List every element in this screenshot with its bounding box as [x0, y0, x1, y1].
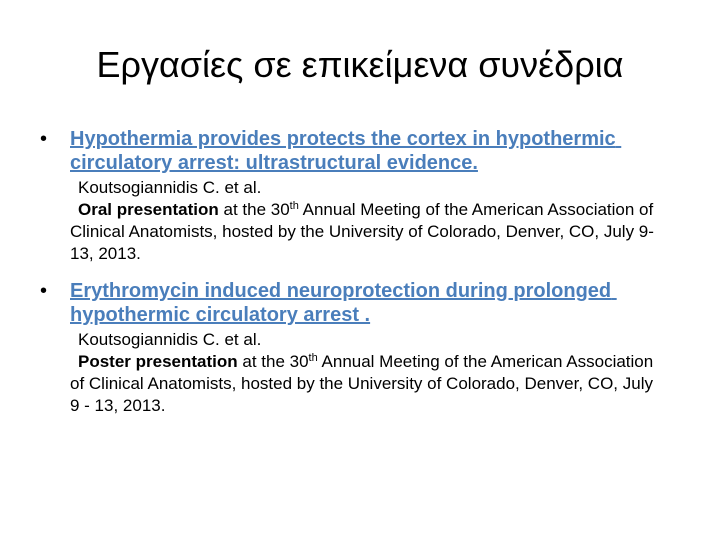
bullet-icon: •	[40, 280, 48, 302]
bullet-icon: •	[40, 128, 48, 150]
meeting-prefix: at the 30	[218, 200, 290, 219]
publication-citation	[0, 351, 660, 417]
publication-title-link[interactable]: Erythromycin induced neuroprotection during prolonged hypothermic circulatory arrest .	[70, 280, 617, 326]
ordinal-suffix: th	[308, 352, 318, 364]
publication-entry	[0, 279, 720, 417]
publication-citation	[0, 199, 660, 265]
publication-list	[0, 127, 720, 431]
publication-entry	[0, 127, 720, 265]
slide-title: Εργασίες σε επικείμενα συνέδρια	[96, 44, 624, 85]
presentation-type: Poster presentation	[78, 352, 238, 371]
publication-authors: Koutsogiannidis C. et al.	[78, 330, 262, 349]
meeting-details: Annual Meeting of the American Association of Clinical Anatomists, hosted by the University of Colorado, Denver, CO, July 9-13, 2013.	[70, 200, 654, 263]
publication-title-link[interactable]: Hypothermia provides protects the cortex in hypothermic circulatory arrest: ultrastructural evidence.	[70, 128, 622, 174]
meeting-details: Annual Meeting of the American Association of Clinical Anatomists, hosted by the University of Colorado, Denver, CO, July 9 - 13, 2013.	[70, 352, 654, 415]
entry-head	[0, 279, 630, 327]
ordinal-suffix: th	[289, 200, 299, 212]
publication-authors: Koutsogiannidis C. et al.	[78, 178, 262, 197]
entry-head	[0, 127, 630, 175]
meeting-prefix: at the 30	[237, 352, 309, 371]
presentation-type: Oral presentation	[78, 200, 219, 219]
